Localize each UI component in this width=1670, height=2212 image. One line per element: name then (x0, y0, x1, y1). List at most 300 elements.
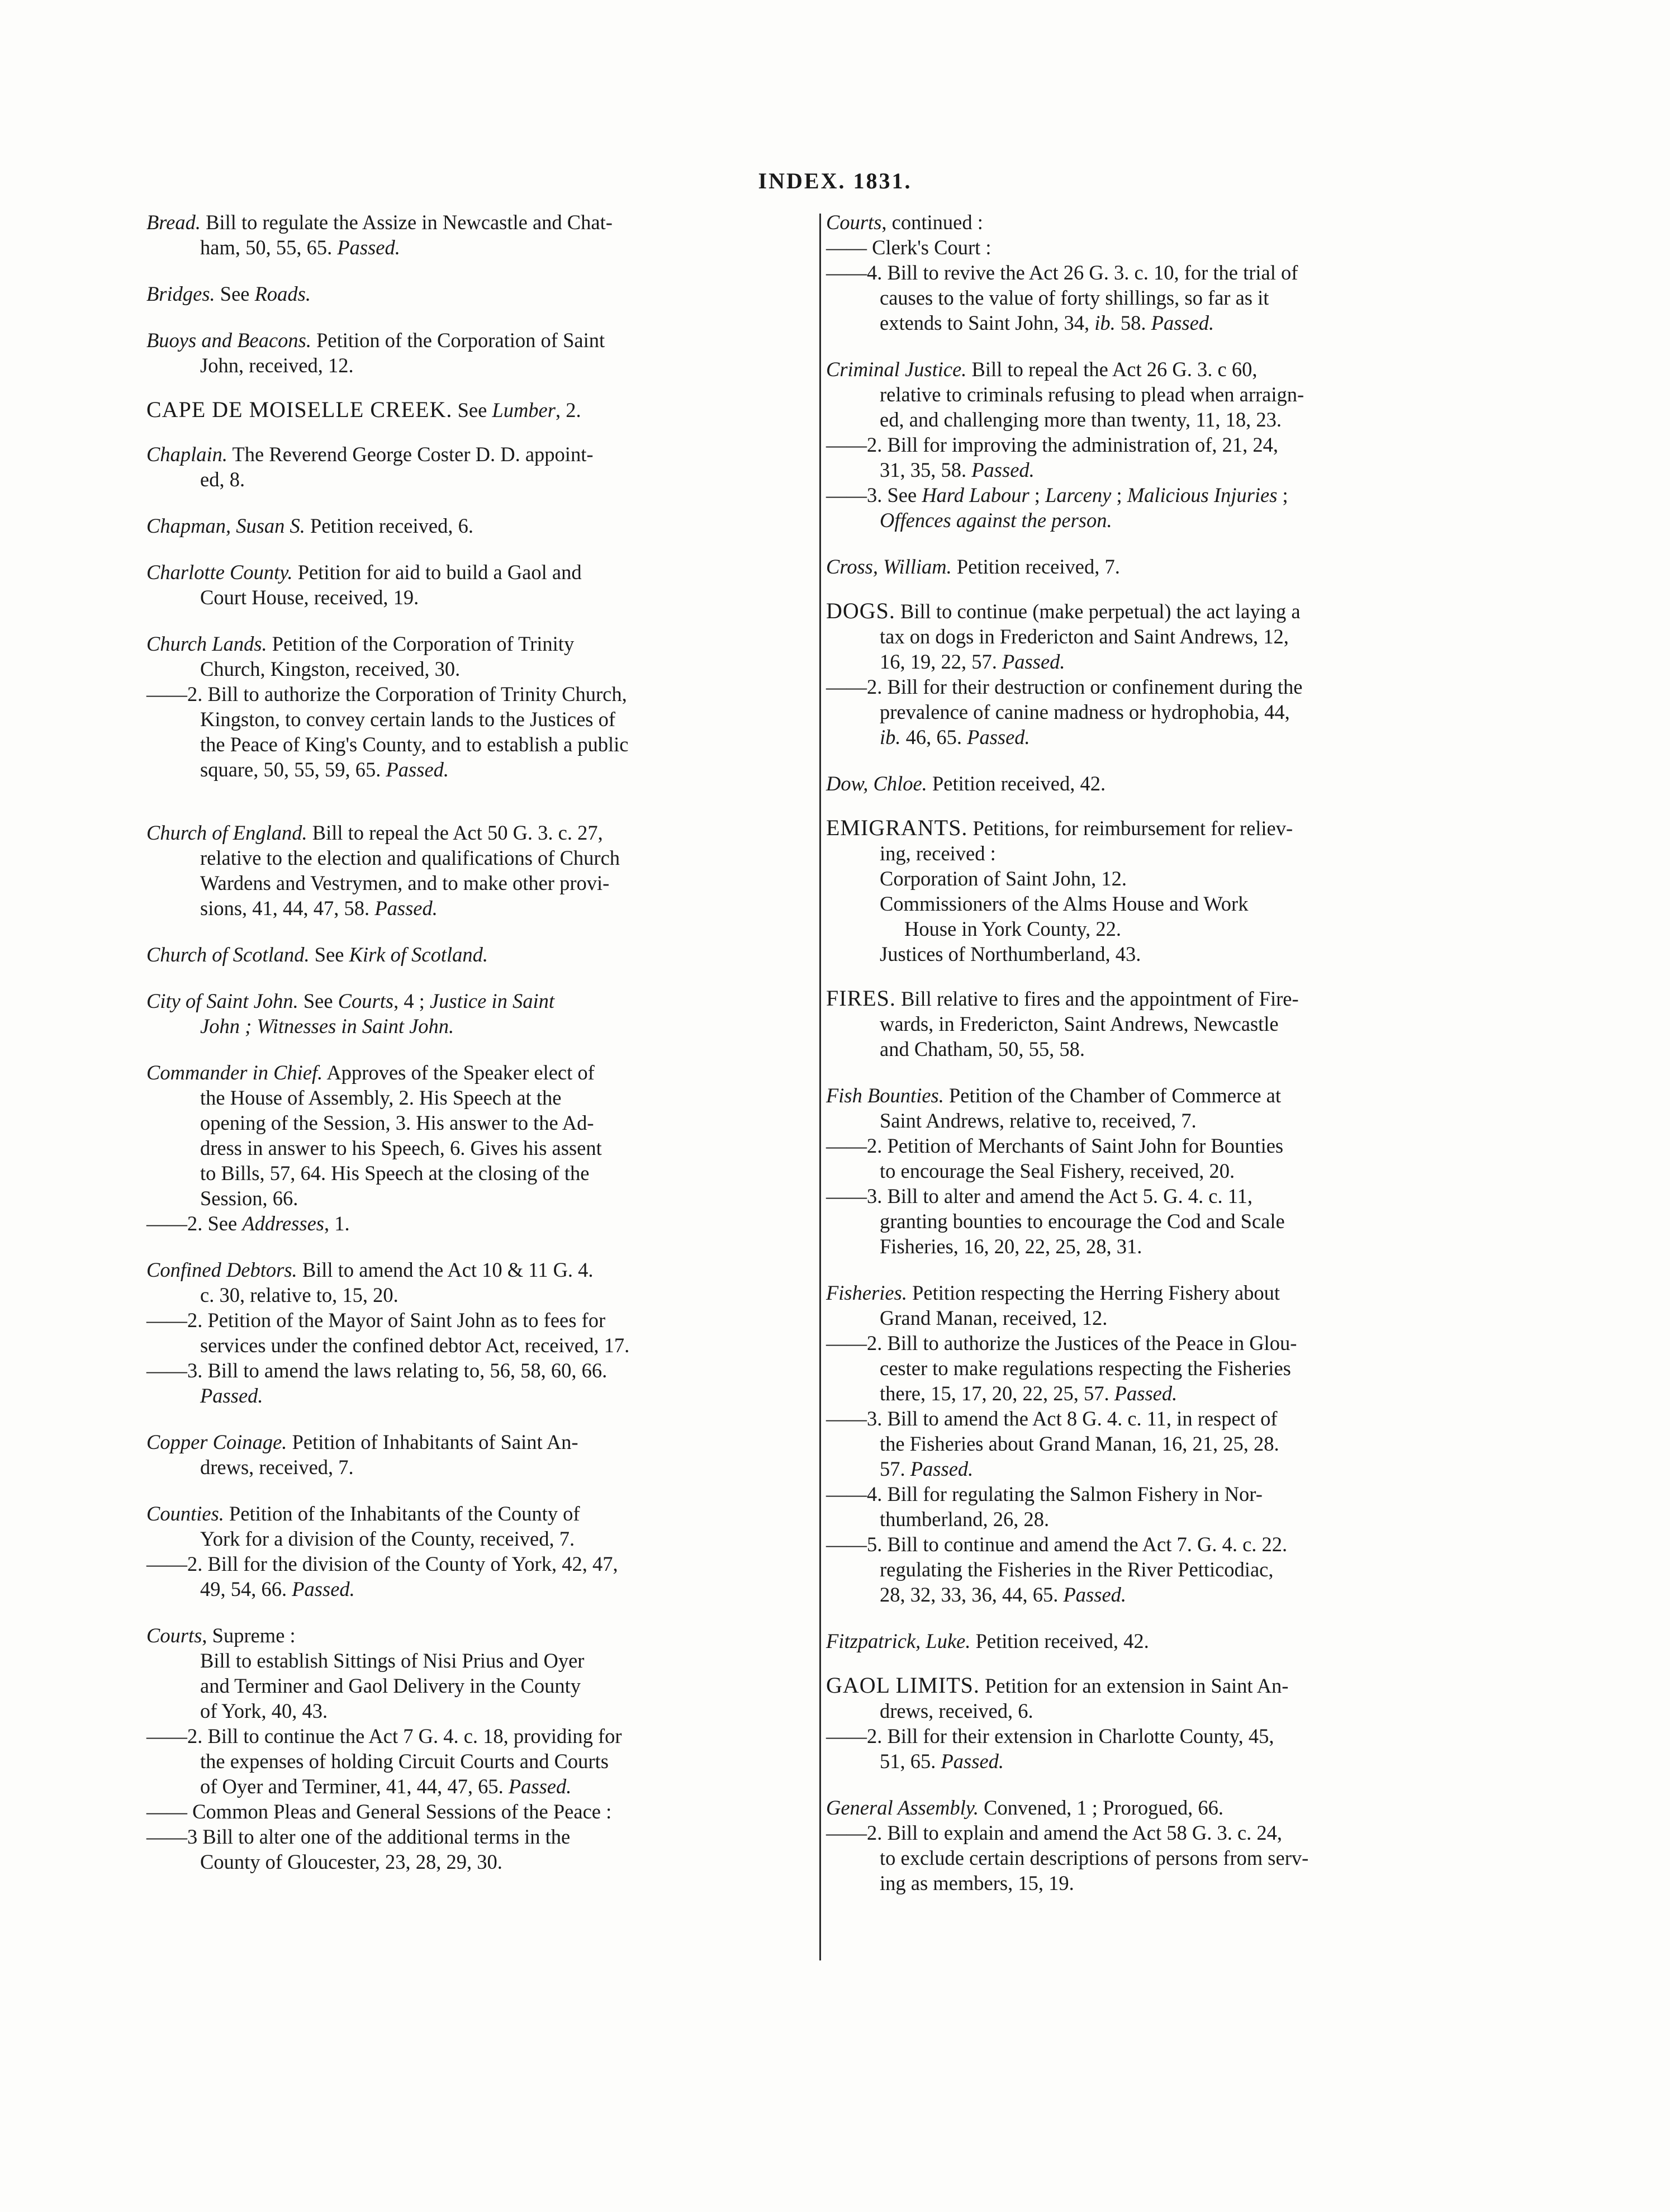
entry-text: Passed. (292, 1578, 355, 1600)
entry-text: CAPE DE MOISELLE CREEK. (146, 397, 453, 422)
entry-text: County of Gloucester, 23, 28, 29, 30. (200, 1850, 502, 1873)
index-line (146, 942, 814, 967)
entry-text: —— Common Pleas and General Sessions of the Peace : (146, 1800, 612, 1823)
entry-text: Petition received, 42. (927, 772, 1106, 795)
index-line (826, 649, 1486, 674)
entry-text: causes to the value of forty shillings, so far as it (880, 286, 1269, 309)
entry-text: John, received, 12. (200, 354, 354, 377)
index-line (146, 1648, 814, 1673)
index-line (146, 1749, 814, 1774)
entry-text: ——2. See (146, 1212, 243, 1235)
entry-heading: Criminal Justice. (826, 358, 967, 381)
index-line (826, 210, 1486, 235)
entry-text: opening of the Session, 3. His answer to the Ad- (200, 1111, 594, 1134)
index-line (826, 699, 1486, 724)
index-line (826, 1305, 1486, 1330)
index-line (826, 357, 1486, 382)
index-line (826, 457, 1486, 482)
entry-text: prevalence of canine madness or hydrophobia, 44, (880, 700, 1290, 723)
entry-text: Petition received, 7. (951, 555, 1120, 578)
index-line (826, 1083, 1486, 1108)
entry-text: and Terminer and Gaol Delivery in the County (200, 1674, 581, 1697)
index-line (826, 1628, 1486, 1654)
entry-text: ib. (1094, 311, 1116, 334)
entry-text: See (215, 282, 255, 305)
entry-text: ing as members, 15, 19. (880, 1872, 1074, 1894)
entry-text: there, 15, 17, 20, 22, 25, 57. (880, 1382, 1114, 1405)
entry-text: ——3. See (826, 484, 922, 506)
index-line (146, 1774, 814, 1799)
entry-text: drews, received, 7. (200, 1456, 354, 1479)
index-line (146, 1211, 814, 1236)
index-entry (146, 281, 814, 306)
entry-text: Corporation of Saint John, 12. (880, 867, 1127, 890)
index-line (146, 1085, 814, 1110)
entry-text: ——2. Bill to continue the Act 7 G. 4. c. 18, providing for (146, 1725, 622, 1747)
index-line (146, 1698, 814, 1723)
index-line (826, 916, 1486, 941)
entry-text: to encourage the Seal Fishery, received, 20. (880, 1159, 1235, 1182)
entry-text: thumberland, 26, 28. (880, 1508, 1050, 1531)
entry-text: regulating the Fisheries in the River Petticodiac, (880, 1558, 1274, 1581)
entry-text: 57. (880, 1457, 910, 1480)
entry-text: Commissioners of the Alms House and Work (880, 892, 1249, 915)
entry-text: Passed. (508, 1775, 572, 1798)
column-divider (819, 214, 821, 1960)
entry-text: , 1. (324, 1212, 350, 1235)
entry-text: Bill to amend the Act 10 & 11 G. 4. (297, 1258, 594, 1281)
index-line (146, 1576, 814, 1602)
entry-text: , 2. (555, 399, 581, 421)
entry-text: drews, received, 6. (880, 1699, 1033, 1722)
index-line (826, 482, 1486, 508)
index-line (146, 1799, 814, 1824)
index-entry (826, 986, 1486, 1062)
entry-heading: Chapman, Susan S. (146, 514, 305, 537)
index-line (146, 560, 814, 585)
index-line (146, 1308, 814, 1333)
entry-text: See (309, 943, 349, 966)
index-entry (826, 554, 1486, 579)
entry-text: Justices of Northumberland, 43. (880, 942, 1141, 965)
entry-text: Addresses (242, 1212, 324, 1235)
index-line (826, 1673, 1486, 1698)
index-line (826, 1381, 1486, 1406)
index-entry (826, 771, 1486, 796)
index-entry (826, 210, 1486, 335)
entry-text: Courts (338, 989, 394, 1012)
entry-text: Petition of the Inhabitants of the County of (224, 1502, 580, 1525)
index-line (826, 891, 1486, 916)
entry-text: c. 30, relative to, 15, 20. (200, 1283, 398, 1306)
entry-text: Larceny (1045, 484, 1112, 506)
index-line (826, 724, 1486, 750)
entry-text: 16, 19, 22, 57. (880, 650, 1002, 673)
index-line (826, 986, 1486, 1011)
index-entry (826, 598, 1486, 750)
index-line (826, 815, 1486, 841)
index-line (146, 1110, 814, 1135)
entry-text: Passed. (941, 1750, 1004, 1773)
index-line (826, 1036, 1486, 1062)
index-line (146, 1135, 814, 1161)
index-line (146, 1060, 814, 1085)
entry-text: relative to the election and qualifications of Church (200, 846, 620, 869)
entry-heading: Dow, Chloe. (826, 772, 927, 795)
index-line (826, 624, 1486, 649)
entry-heading: Church Lands. (146, 632, 267, 655)
entry-text: sions, 41, 44, 47, 58. (200, 897, 375, 920)
index-line (146, 1186, 814, 1211)
index-line (146, 353, 814, 378)
index-line (826, 1456, 1486, 1481)
entry-text: Kingston, to convey certain lands to the Justices of (200, 708, 616, 731)
entry-heading: Copper Coinage. (146, 1431, 287, 1453)
index-line (826, 1011, 1486, 1036)
index-line (826, 1557, 1486, 1582)
entry-text: tax on dogs in Fredericton and Saint Andrews, 12, (880, 625, 1289, 648)
entry-text: and Chatham, 50, 55, 58. (880, 1038, 1085, 1060)
index-line (826, 285, 1486, 310)
entry-text: Church, Kingston, received, 30. (200, 657, 461, 680)
index-line (146, 1849, 814, 1874)
index-entry (146, 442, 814, 492)
entry-text: ; (1111, 484, 1127, 506)
entry-text: Malicious Injuries (1127, 484, 1278, 506)
index-entry (146, 328, 814, 378)
index-line (826, 941, 1486, 967)
index-line (826, 1507, 1486, 1532)
index-line (146, 328, 814, 353)
entry-text: Petition received, 42. (970, 1630, 1149, 1652)
index-line (826, 382, 1486, 407)
index-entry (146, 820, 814, 921)
entry-text: ham, 50, 55, 65. (200, 236, 338, 259)
entry-heading: Courts (146, 1624, 202, 1647)
index-line (826, 1845, 1486, 1870)
entry-text: York for a division of the County, received, 7. (200, 1527, 575, 1550)
entry-text: Roads. (254, 282, 311, 305)
index-line (146, 896, 814, 921)
entry-text: Passed. (1151, 311, 1214, 334)
entry-text: ing, received : (880, 842, 996, 865)
index-entry (146, 513, 814, 538)
entry-text: ——4. Bill to revive the Act 26 G. 3. c. 10, for the trial of (826, 261, 1298, 284)
index-line (146, 732, 814, 757)
entry-text: Passed. (910, 1457, 974, 1480)
index-line (826, 1209, 1486, 1234)
entry-text: ed, 8. (200, 468, 245, 491)
entry-text: Passed. (1114, 1382, 1178, 1405)
index-line (146, 1161, 814, 1186)
index-line (826, 508, 1486, 533)
index-line (146, 845, 814, 870)
index-line (146, 513, 814, 538)
entry-text: services under the confined debtor Act, received, 17. (200, 1334, 630, 1357)
index-line (826, 432, 1486, 457)
entry-text: Bill to repeal the Act 26 G. 3. c 60, (966, 358, 1258, 381)
index-entry (146, 210, 814, 260)
entry-text: Offences against the person. (880, 509, 1112, 532)
index-line (146, 1551, 814, 1576)
entry-heading: Church of Scotland. (146, 943, 310, 966)
entry-text: FIRES. (826, 986, 896, 1011)
index-line (146, 820, 814, 845)
entry-text: ed, and challenging more than twenty, 11, 18, 23. (880, 408, 1282, 431)
entry-text: —— Clerk's Court : (826, 236, 991, 259)
entry-heading: Church of England. (146, 821, 307, 844)
index-line (826, 1133, 1486, 1158)
index-line (826, 235, 1486, 260)
entry-text: Petition of the Corporation of Saint (311, 329, 605, 352)
index-line (826, 1820, 1486, 1845)
index-line (146, 757, 814, 782)
entry-text: Petition respecting the Herring Fishery about (907, 1281, 1280, 1304)
index-entry (826, 357, 1486, 533)
page-title: INDEX. 1831. (758, 168, 912, 193)
entry-text: Approves of the Speaker elect of (322, 1061, 595, 1084)
entry-text: 46, 65. (900, 726, 967, 749)
index-line (146, 1429, 814, 1455)
entry-text: Petition of Inhabitants of Saint An- (287, 1431, 578, 1453)
index-entry (826, 1795, 1486, 1896)
entry-text: Justice in Saint (429, 989, 554, 1012)
entry-text: House in York County, 22. (904, 917, 1122, 940)
index-line (146, 707, 814, 732)
entry-text: the House of Assembly, 2. His Speech at the (200, 1086, 562, 1109)
index-line (146, 210, 814, 235)
index-line (826, 1698, 1486, 1723)
index-entry (146, 942, 814, 967)
entry-text: Petition for an extension in Saint An- (979, 1674, 1289, 1697)
index-entry (146, 1429, 814, 1480)
entry-text: 28, 32, 33, 36, 44, 65. (880, 1583, 1064, 1606)
entry-text: Passed. (386, 758, 449, 781)
index-line (826, 407, 1486, 432)
index-line (146, 281, 814, 306)
index-entry (146, 1501, 814, 1602)
entry-text: dress in answer to his Speech, 6. Gives his assent (200, 1136, 602, 1159)
index-entry (826, 1083, 1486, 1259)
index-line (826, 1870, 1486, 1896)
entry-heading: Counties. (146, 1502, 224, 1525)
entry-heading: General Assembly. (826, 1796, 979, 1819)
entry-text: ——3. Bill to amend the laws relating to, 56, 58, 60, 66. (146, 1359, 608, 1382)
index-line (146, 1824, 814, 1849)
entry-text: Passed. (1002, 650, 1065, 673)
index-line (826, 1356, 1486, 1381)
index-line (826, 866, 1486, 891)
entry-text: Petition of the Chamber of Commerce at (943, 1084, 1281, 1107)
entry-text: the Peace of King's County, and to establish a public (200, 733, 629, 756)
index-line (146, 1257, 814, 1282)
entry-heading: Charlotte County. (146, 561, 293, 584)
entry-text: of York, 40, 43. (200, 1699, 328, 1722)
index-line (146, 397, 814, 423)
index-line (146, 1501, 814, 1526)
entry-text: Lumber (492, 399, 556, 421)
index-line (146, 1526, 814, 1551)
entry-text: Petition for aid to build a Gaol and (292, 561, 582, 584)
entry-text: Kirk of Scotland. (349, 943, 488, 966)
index-entry (146, 397, 814, 423)
index-line (826, 1280, 1486, 1305)
entry-text: 58. (1115, 311, 1151, 334)
entry-text: ; (1277, 484, 1288, 506)
entry-text: square, 50, 55, 59, 65. (200, 758, 386, 781)
entry-text: ——2. Bill for their extension in Charlotte County, 45, (826, 1725, 1274, 1747)
index-line (146, 656, 814, 681)
index-line (146, 1455, 814, 1480)
index-line (146, 1383, 814, 1408)
entry-text: Saint Andrews, relative to, received, 7. (880, 1109, 1197, 1132)
entry-text: of Oyer and Terminer, 41, 44, 47, 65. (200, 1775, 509, 1798)
index-line (146, 1358, 814, 1383)
entry-text: Bill to establish Sittings of Nisi Prius and Oyer (200, 1649, 585, 1672)
index-line (826, 598, 1486, 624)
entry-heading: Fisheries. (826, 1281, 907, 1304)
entry-text: Grand Manan, received, 12. (880, 1306, 1108, 1329)
entry-heading: Fitzpatrick, Luke. (826, 1630, 971, 1652)
entry-text: ——3. Bill to alter and amend the Act 5. G. 4. c. 11, (826, 1185, 1252, 1207)
entry-text: extends to Saint John, 34, (880, 311, 1095, 334)
entry-text: The Reverend George Coster D. D. appoint- (227, 443, 594, 466)
entry-text: Bill to regulate the Assize in Newcastle and Chat- (200, 211, 613, 234)
entry-text: ——2. Bill for improving the administration of, 21, 24, (826, 433, 1279, 456)
index-line (826, 260, 1486, 285)
entry-text: EMIGRANTS. (826, 815, 968, 840)
entry-text: the expenses of holding Circuit Courts and Courts (200, 1750, 609, 1773)
entry-text: GAOL LIMITS. (826, 1673, 980, 1698)
index-entry (826, 1628, 1486, 1654)
index-line (826, 1582, 1486, 1607)
entry-text: Passed. (967, 726, 1030, 749)
entry-text: , continued : (881, 211, 983, 234)
entry-heading: Cross, William. (826, 555, 952, 578)
index-line (826, 1795, 1486, 1820)
index-line (826, 1108, 1486, 1133)
index-entry (146, 631, 814, 782)
entry-text: 51, 65. (880, 1750, 941, 1773)
index-line (146, 681, 814, 707)
entry-text: DOGS. (826, 598, 895, 623)
entry-heading: Buoys and Beacons. (146, 329, 311, 352)
entry-text: relative to criminals refusing to plead when arraign- (880, 383, 1304, 406)
entry-text: Passed. (1063, 1583, 1127, 1606)
index-line (146, 1623, 814, 1648)
entry-heading: Confined Debtors. (146, 1258, 297, 1281)
index-line (146, 1013, 814, 1039)
index-line (826, 841, 1486, 866)
index-line (146, 988, 814, 1013)
index-line (826, 1330, 1486, 1356)
entry-heading: Bread. (146, 211, 201, 234)
index-entry (826, 1280, 1486, 1607)
entry-text: ——2. Bill to authorize the Corporation of Trinity Church, (146, 683, 627, 705)
entry-text: to Bills, 57, 64. His Speech at the closing of the (200, 1162, 590, 1185)
index-line (826, 554, 1486, 579)
index-line (146, 1333, 814, 1358)
index-line (826, 674, 1486, 699)
entry-text: ——2. Bill to explain and amend the Act 58 G. 3. c. 24, (826, 1821, 1283, 1844)
entry-text: the Fisheries about Grand Manan, 16, 21, 25, 28. (880, 1432, 1279, 1455)
index-line (146, 1723, 814, 1749)
entry-text: Bill to repeal the Act 50 G. 3. c. 27, (307, 821, 603, 844)
index-line (146, 235, 814, 260)
entry-text: Bill relative to fires and the appointment of Fire- (895, 987, 1299, 1010)
index-line (146, 631, 814, 656)
entry-text: granting bounties to encourage the Cod and Scale (880, 1210, 1285, 1233)
entry-text: Passed. (337, 236, 400, 259)
index-line (146, 442, 814, 467)
entry-text: Bill to continue (make perpetual) the act laying a (895, 600, 1301, 623)
entry-text: Hard Labour (922, 484, 1029, 506)
entry-text: Wardens and Vestrymen, and to make other provi- (200, 871, 610, 894)
entry-text: ——3. Bill to amend the Act 8 G. 4. c. 11, in respect of (826, 1407, 1278, 1430)
entry-heading: Bridges. (146, 282, 215, 305)
entry-text: , Supreme : (202, 1624, 296, 1647)
entry-text: ——2. Bill for the division of the County of York, 42, 47, (146, 1552, 618, 1575)
index-line (826, 1481, 1486, 1507)
entry-text: Passed. (971, 458, 1035, 481)
index-line (146, 467, 814, 492)
index-line (826, 1749, 1486, 1774)
entry-text: Petition of the Corporation of Trinity (267, 632, 575, 655)
index-entry (146, 988, 814, 1039)
entry-text: Petitions, for reimbursement for reliev- (967, 817, 1293, 840)
entry-text: Passed. (374, 897, 438, 920)
entry-heading: Courts (826, 211, 882, 234)
index-line (826, 310, 1486, 335)
entry-heading: Fish Bounties. (826, 1084, 944, 1107)
entry-text: ; (1029, 484, 1046, 506)
index-line (826, 771, 1486, 796)
entry-text: ——2. Petition of Merchants of Saint John for Bounties (826, 1134, 1284, 1157)
entry-text: ——3 Bill to alter one of the additional terms in the (146, 1825, 571, 1848)
left-index-column (146, 210, 814, 1874)
entry-text: ——4. Bill for regulating the Salmon Fishery in Nor- (826, 1482, 1263, 1505)
index-line (146, 585, 814, 610)
entry-heading: Commander in Chief. (146, 1061, 323, 1084)
index-line (146, 1673, 814, 1698)
index-line (826, 1723, 1486, 1749)
entry-text: Fisheries, 16, 20, 22, 25, 28, 31. (880, 1235, 1142, 1258)
entry-text: cester to make regulations respecting the Fisheries (880, 1357, 1291, 1380)
index-entry (146, 1257, 814, 1408)
entry-text: wards, in Fredericton, Saint Andrews, Newcastle (880, 1012, 1279, 1035)
entry-text: John ; Witnesses in Saint John. (200, 1015, 454, 1038)
index-line (826, 1183, 1486, 1209)
index-line (826, 1406, 1486, 1431)
index-entry (146, 1060, 814, 1236)
entry-heading: Chaplain. (146, 443, 228, 466)
index-line (826, 1234, 1486, 1259)
entry-text: ——5. Bill to continue and amend the Act 7. G. 4. c. 22. (826, 1533, 1288, 1556)
right-index-column (826, 210, 1486, 1896)
entry-text: See (452, 399, 492, 421)
index-entry (826, 815, 1486, 967)
entry-text: 49, 54, 66. (200, 1578, 292, 1600)
entry-text: See (298, 989, 338, 1012)
entry-text: , 4 ; (393, 989, 430, 1012)
index-line (826, 1431, 1486, 1456)
index-entry (146, 1623, 814, 1874)
entry-text: Convened, 1 ; Prorogued, 66. (979, 1796, 1223, 1819)
index-line (826, 1532, 1486, 1557)
entry-text: to exclude certain descriptions of persons from serv- (880, 1846, 1309, 1869)
entry-text: Session, 66. (200, 1187, 298, 1210)
entry-heading: City of Saint John. (146, 989, 298, 1012)
